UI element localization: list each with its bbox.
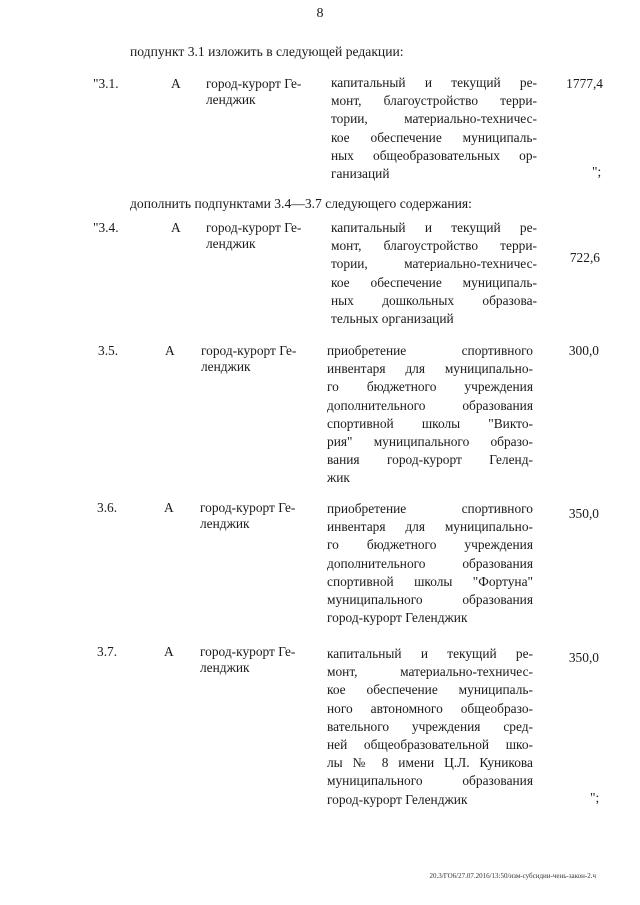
- row-municipality: город-курорт Ге- ленджик: [206, 220, 302, 251]
- intro-text: подпункт 3.1 изложить в следующей редакции:: [130, 44, 404, 59]
- row-amount: 350,0: [568, 506, 599, 521]
- row-amount: 722,6: [569, 250, 600, 265]
- closing-quote: ";: [590, 790, 600, 805]
- row-municipality: город-курорт Ге- ленджик: [206, 76, 302, 107]
- row-description: приобретение спортивного инвентаря для муниципально- го бюджетного учреждения дополнительного образования спортивной школы "Викто- рия" муниципального образо- вания город-курорт Геленд- жик: [327, 343, 533, 486]
- row-category: А: [171, 220, 181, 235]
- row-number: 3.7.: [97, 644, 118, 659]
- row-amount: 350,0: [568, 650, 599, 665]
- row-description: капитальный и текущий ре- монт, благоустройство терри- тории, материально-техничес- кое обеспечение муниципаль- ных дошкольных образова- тельных организаций: [331, 220, 537, 327]
- row-amount: 1777,4: [566, 76, 603, 91]
- row-municipality: город-курорт Ге- ленджик: [201, 343, 297, 374]
- row-category: А: [171, 76, 181, 91]
- row-number: 3.6.: [97, 500, 118, 515]
- row-description: капитальный и текущий ре- монт, материально-техничес- кое обеспечение муниципаль- ного автономного общеобразо- вательного учреждения сред- ней общеобразовательной шко- лы № 8 имени Ц.Л. Куникова муниципального образования город-курорт Геленджик: [327, 646, 533, 807]
- row-number: "3.1.: [93, 76, 119, 91]
- row-municipality: город-курорт Ге- ленджик: [200, 644, 296, 675]
- intro-text-2: дополнить подпунктами 3.4—3.7 следующего содержания:: [130, 196, 472, 211]
- page-number: 8: [316, 6, 324, 21]
- row-number: 3.5.: [98, 343, 119, 358]
- row-number: "3.4.: [93, 220, 119, 235]
- closing-quote: ";: [592, 164, 602, 179]
- row-description: приобретение спортивного инвентаря для муниципально- го бюджетного учреждения дополнительного образования спортивной школы "Фортуна" муниципального образования город-курорт Геленджик: [327, 501, 533, 626]
- row-category: А: [165, 343, 175, 358]
- row-description: капитальный и текущий ре- монт, благоустройство терри- тории, материально-техничес- кое обеспечение муниципаль- ных общеобразовательных ор- ганизаций: [331, 75, 537, 182]
- row-category: А: [164, 500, 174, 515]
- row-amount: 300,0: [568, 343, 599, 358]
- row-municipality: город-курорт Ге- ленджик: [200, 500, 296, 531]
- row-category: А: [164, 644, 174, 659]
- footer-reference: 20.3/ГО6/27.07.2016/13:50/изм-субсидии-чень-закон-2.ч: [429, 872, 596, 880]
